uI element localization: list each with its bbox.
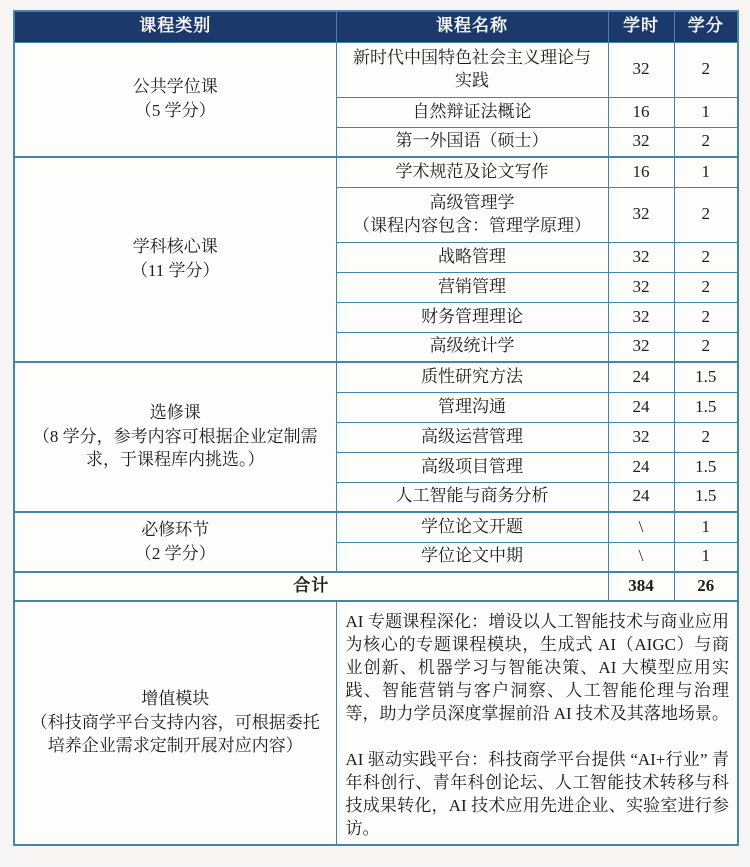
- category-note: （科技商学平台支持内容，可根据委托培养企业需求定制开展对应内容）: [30, 713, 320, 755]
- hours-cell: 32: [608, 422, 674, 452]
- category-name: 选修课: [149, 403, 201, 423]
- category-cell-public: [14, 42, 336, 157]
- course-name-cell: 新时代中国特色社会主义理论与实践: [336, 42, 608, 97]
- table-header: [14, 11, 738, 42]
- hours-cell: 24: [608, 362, 674, 392]
- category-name: 学科核心课: [132, 237, 218, 257]
- hours-cell: \: [608, 542, 674, 572]
- header-row: [14, 11, 738, 42]
- category-cell-required: [14, 512, 336, 572]
- hours-cell: 16: [608, 97, 674, 127]
- hours-cell: 24: [608, 482, 674, 512]
- hours-cell: 16: [608, 157, 674, 187]
- credits-cell: 1: [674, 157, 738, 187]
- course-name: 高级管理学: [429, 192, 515, 212]
- category-cell-bonus: [14, 601, 336, 845]
- credits-cell: 1: [674, 542, 738, 572]
- course-name-cell: 管理沟通: [336, 392, 608, 422]
- credits-cell: 2: [674, 302, 738, 332]
- course-name-cell: 学位论文中期: [336, 542, 608, 572]
- total-row: [14, 572, 738, 601]
- credits-cell: 2: [674, 187, 738, 242]
- category-name: 增值模块: [141, 689, 210, 709]
- credits-cell: 2: [674, 422, 738, 452]
- category-cell-elective: [14, 362, 336, 512]
- hours-cell: 32: [608, 332, 674, 362]
- hours-cell: \: [608, 512, 674, 542]
- hours-cell: 32: [608, 187, 674, 242]
- category-note: （5 学分）: [134, 100, 216, 120]
- table-row: [14, 362, 738, 392]
- header-course-name: 课程名称: [336, 11, 608, 42]
- bonus-paragraph-ai-platform: AI 驱动实践平台：科技商学平台提供 “AI+行业” 青年科创行、青年科创论坛、人工智能技术转移与科技成果转化，AI 技术应用先进企业、实验室进行参访。: [345, 750, 729, 838]
- credits-cell: 1.5: [674, 452, 738, 482]
- course-name-cell: 财务管理理论: [336, 302, 608, 332]
- credits-cell: 1: [674, 97, 738, 127]
- course-name-cell: 高级项目管理: [336, 452, 608, 482]
- credits-cell: 2: [674, 332, 738, 362]
- header-hours: 学时: [608, 11, 674, 42]
- hours-cell: 32: [608, 42, 674, 97]
- course-name-cell: 高级统计学: [336, 332, 608, 362]
- course-name-cell: [336, 187, 608, 242]
- course-name-cell: 质性研究方法: [336, 362, 608, 392]
- table-row: [14, 157, 738, 187]
- credits-cell: 2: [674, 242, 738, 272]
- hours-cell: 24: [608, 452, 674, 482]
- hours-cell: 32: [608, 242, 674, 272]
- total-hours: 384: [608, 572, 674, 601]
- credits-cell: 2: [674, 272, 738, 302]
- category-note: （8 学分，参考内容可根据企业定制需求，于课程库内挑选。）: [32, 427, 318, 469]
- credits-cell: 2: [674, 42, 738, 97]
- category-note: （11 学分）: [130, 261, 220, 280]
- table-row: [14, 42, 738, 97]
- header-course-category: 课程类别: [14, 11, 336, 42]
- credits-cell: 1.5: [674, 482, 738, 512]
- hours-cell: 32: [608, 302, 674, 332]
- course-name-cell: 高级运营管理: [336, 422, 608, 452]
- credits-cell: 2: [674, 127, 738, 157]
- category-note: （2 学分）: [134, 543, 216, 563]
- credits-cell: 1.5: [674, 392, 738, 422]
- curriculum-table: [13, 10, 739, 846]
- course-name-cell: 自然辩证法概论: [336, 97, 608, 127]
- bonus-paragraph-ai-courses: AI 专题课程深化：增设以人工智能技术与商业应用为核心的专题课程模块，生成式 AI（AIGC）与商业创新、机器学习与智能决策、AI 大模型应用实践、智能营销与客户洞察、人工智能伦理与治理 等，助力学员深度掌握前沿 AI 技术及其落地场景。: [345, 612, 729, 723]
- credits-cell: 1.5: [674, 362, 738, 392]
- bonus-row: [14, 601, 738, 845]
- bonus-description-cell: [336, 601, 738, 845]
- total-label: 合计: [14, 572, 608, 601]
- course-name-cell: 学位论文开题: [336, 512, 608, 542]
- hours-cell: 32: [608, 272, 674, 302]
- course-name-cell: 人工智能与商务分析: [336, 482, 608, 512]
- header-credits: 学分: [674, 11, 738, 42]
- credits-cell: 1: [674, 512, 738, 542]
- table-row: [14, 512, 738, 542]
- hours-cell: 24: [608, 392, 674, 422]
- course-name-cell: 第一外国语（硕士）: [336, 127, 608, 157]
- course-name-cell: 战略管理: [336, 242, 608, 272]
- category-name: 必修环节: [141, 519, 210, 539]
- category-name: 公共学位课: [132, 76, 218, 96]
- hours-cell: 32: [608, 127, 674, 157]
- course-name-cell: 学术规范及论文写作: [336, 157, 608, 187]
- total-credits: 26: [674, 572, 738, 601]
- course-name-cell: 营销管理: [336, 272, 608, 302]
- category-cell-core: [14, 157, 336, 362]
- course-note: （课程内容包含：管理学原理）: [353, 215, 591, 235]
